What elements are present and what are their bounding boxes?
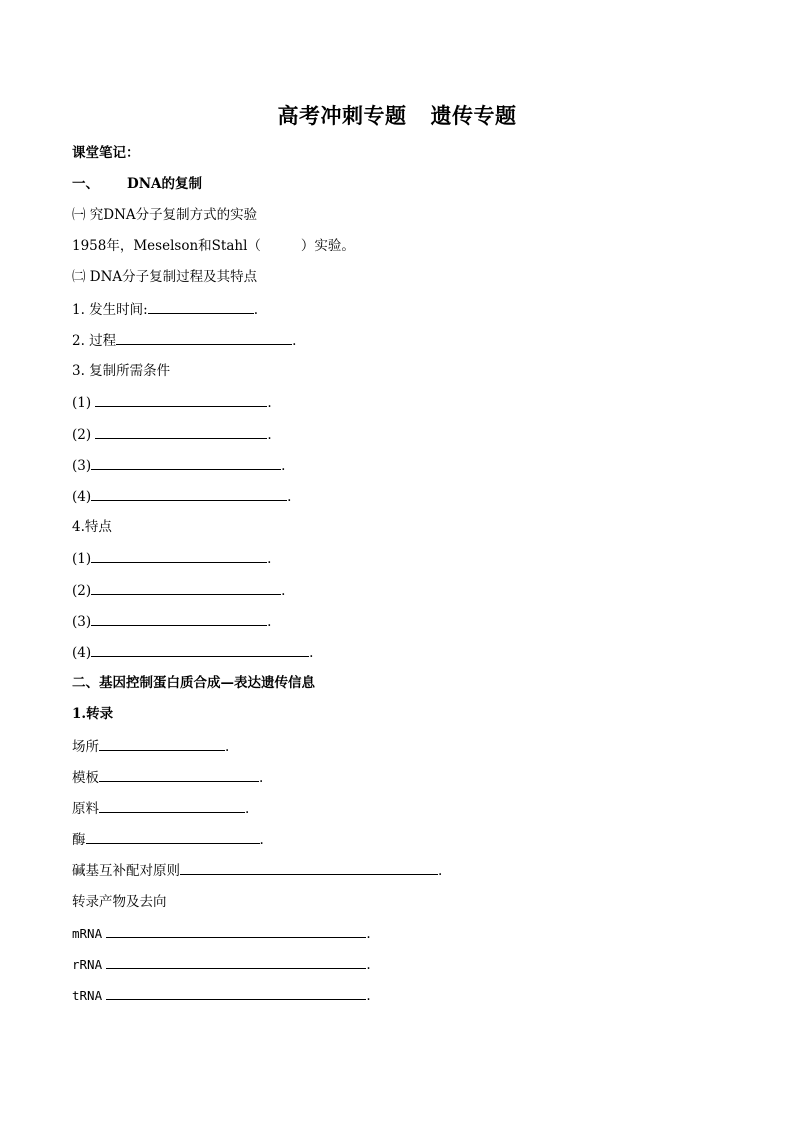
feature-2 — [72, 581, 285, 600]
section2-sub1: 1.转录 — [72, 706, 114, 722]
notes-label: 课堂笔记： — [72, 145, 140, 161]
item-process-label: 2. 过程 — [72, 333, 117, 349]
base-pair-label: 碱基互补配对原则 — [72, 863, 180, 879]
enzyme-blank[interactable] — [86, 830, 260, 844]
transcription-enzyme — [72, 830, 264, 849]
feature-3-label: (3) — [72, 614, 92, 630]
title-part-1: 高考冲刺专题 — [277, 103, 407, 128]
period: . — [281, 583, 286, 599]
period: . — [245, 801, 250, 817]
section1-sub2: ㈡ DNA分子复制过程及其特点 — [72, 269, 258, 285]
place-label: 场所 — [72, 739, 99, 755]
rrna-label: rRNA — [72, 957, 103, 972]
feature-3 — [72, 612, 271, 631]
features-label: 4.特点 — [72, 519, 112, 535]
condition-4-blank[interactable] — [91, 487, 287, 501]
transcription-template — [72, 768, 263, 787]
condition-2 — [72, 425, 272, 444]
item-process-blank[interactable] — [116, 331, 292, 345]
item-conditions: 3. 复制所需条件 — [72, 363, 171, 379]
period: . — [267, 614, 272, 630]
title-part-2: 遗传专题 — [430, 103, 517, 128]
feature-4-blank[interactable] — [91, 643, 309, 657]
base-pairing-rule — [72, 861, 442, 880]
mrna-blank[interactable] — [106, 924, 366, 938]
trna-line — [72, 986, 371, 1005]
condition-4 — [72, 487, 291, 506]
mrna-line — [72, 924, 371, 943]
transcription-material — [72, 799, 249, 818]
period: . — [366, 957, 371, 973]
rrna-line — [72, 955, 371, 974]
feature-4 — [72, 643, 313, 662]
material-label: 原料 — [72, 801, 99, 817]
section1-sub1: ㈠ 究DNA分子复制方式的实验 — [72, 207, 258, 223]
place-blank[interactable] — [99, 737, 225, 751]
condition-2-label: (2) — [72, 427, 92, 443]
condition-1 — [72, 393, 272, 412]
experiment-prefix: 1958年，Meselson和Stahl（ — [72, 238, 261, 254]
base-pair-blank[interactable] — [180, 861, 438, 875]
mrna-label: mRNA — [72, 926, 103, 941]
feature-2-blank[interactable] — [91, 581, 281, 595]
item-time-label: 1. 发生时间: — [72, 302, 148, 318]
condition-3-label: (3) — [72, 458, 92, 474]
feature-2-label: (2) — [72, 583, 92, 599]
condition-1-blank[interactable] — [95, 393, 267, 407]
feature-4-label: (4) — [72, 645, 92, 661]
template-blank[interactable] — [99, 768, 259, 782]
feature-3-blank[interactable] — [91, 612, 267, 626]
section1-heading — [72, 175, 202, 193]
section2-heading: 二、基因控制蛋白质合成—表达遗传信息 — [72, 675, 315, 691]
condition-1-label: (1) — [72, 395, 92, 411]
period: . — [366, 926, 371, 942]
condition-4-label: (4) — [72, 489, 92, 505]
trna-label: tRNA — [72, 988, 103, 1003]
period: . — [267, 551, 272, 567]
enzyme-label: 酶 — [72, 832, 86, 848]
condition-2-blank[interactable] — [95, 425, 267, 439]
experiment-suffix: ）实验。 — [300, 238, 355, 254]
trna-blank[interactable] — [106, 986, 366, 1000]
period: . — [259, 770, 264, 786]
period: . — [292, 333, 297, 349]
period: . — [287, 489, 292, 505]
feature-1 — [72, 549, 271, 568]
period: . — [225, 739, 230, 755]
template-label: 模板 — [72, 770, 99, 786]
period: . — [309, 645, 314, 661]
rrna-blank[interactable] — [106, 955, 366, 969]
period: . — [267, 427, 272, 443]
condition-3-blank[interactable] — [91, 456, 281, 470]
experiment-line — [72, 237, 355, 255]
period: . — [267, 395, 272, 411]
item-time — [72, 300, 258, 319]
item-time-blank[interactable] — [148, 300, 254, 314]
period: . — [366, 988, 371, 1004]
material-blank[interactable] — [99, 799, 245, 813]
transcription-place — [72, 737, 229, 756]
period: . — [259, 832, 264, 848]
feature-1-blank[interactable] — [91, 549, 267, 563]
page-title — [0, 100, 794, 130]
period: . — [253, 302, 259, 318]
item-process — [72, 331, 296, 350]
period: . — [438, 863, 443, 879]
feature-1-label: (1) — [72, 551, 92, 567]
section1-heading-num: 一、 — [72, 176, 99, 192]
condition-3 — [72, 456, 285, 475]
transcription-products: 转录产物及去向 — [72, 894, 167, 910]
period: . — [281, 458, 286, 474]
section1-heading-text: DNA的复制 — [127, 176, 203, 192]
